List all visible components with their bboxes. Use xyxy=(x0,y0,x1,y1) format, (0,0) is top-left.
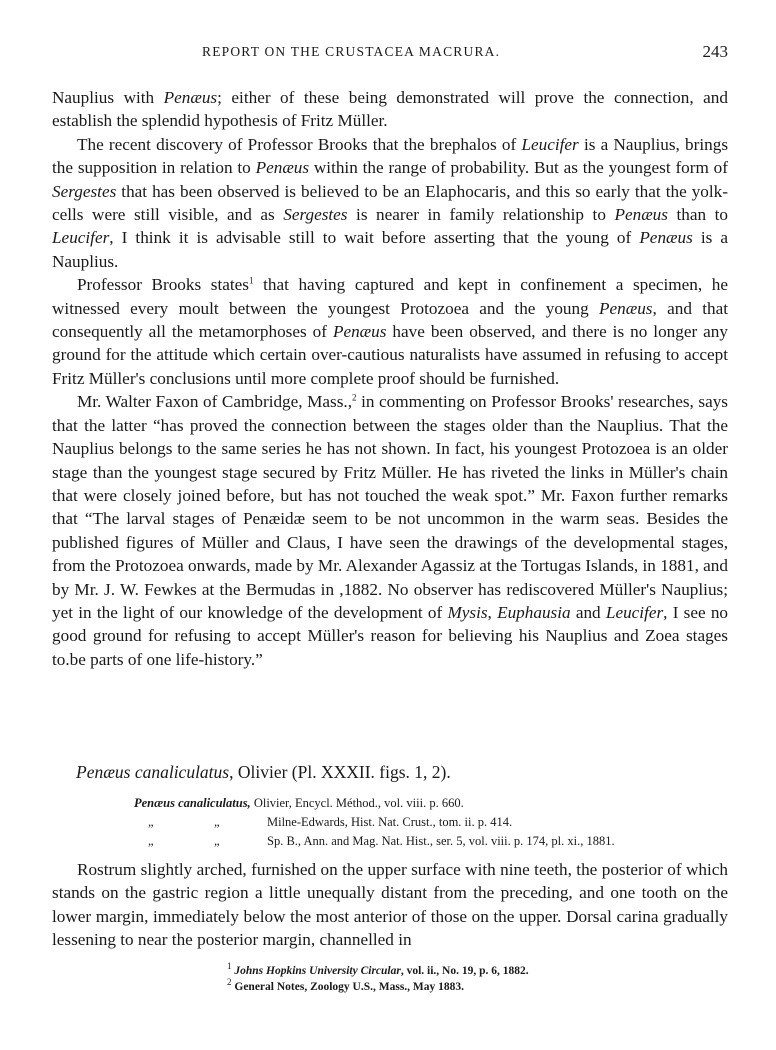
page-number: 243 xyxy=(702,42,728,61)
page-header xyxy=(52,44,728,66)
footnote-ref: 1 xyxy=(248,275,254,286)
paragraph: Professor Brooks states$^1$ that having captured and kept in confinement a specimen, he witnessed every moult between the youngest Protozoea and the young Penæus, and that consequently all the metamorphoses of Penæus have been observed, and there is no longer any ground for the attitude which certain over-cautious naturalists have assumed in refusing to accept Fritz Müller's conclusions until more complete proof should be furnished. xyxy=(52,275,728,388)
description: Rostrum slightly arched, furnished on the upper surface with nine teeth, the posterior of which stands on the gastric region a little unequally distant from the preceding, and one tooth on the lower margin, immediately below the most anterior of those on the upper. Dorsal carina gradually lessening to near the posterior margin, channelled in xyxy=(52,860,728,950)
footnote: $^2$ General Notes, Zoology U.S., Mass., May 1883. xyxy=(227,977,465,993)
species-heading: Penæus canaliculatus, Olivier (Pl. XXXII. figs. 1, 2). xyxy=(76,762,451,782)
paragraph: The recent discovery of Professor Brooks that the brephalos of Leucifer is a Nauplius, brings the supposition in relation to Penæus within the range of probability. But as the youngest form of Sergestes that has been observed is believed to be an Elaphocaris, and this so early that the yolk-cells were still visible, and as Sergestes is nearer in family relationship to Penæus than to Leucifer, I think it is advisable still to wait before asserting that the young of Penæus is a Nauplius. xyxy=(52,134,729,271)
running-title: REPORT ON THE CRUSTACEA MACRURA. xyxy=(202,44,501,59)
footnotes xyxy=(227,963,529,995)
footnote: $^1$ Johns Hopkins University Circular, vol. ii., No. 19, p. 6, 1882. xyxy=(227,961,529,977)
body-text xyxy=(52,86,728,671)
paragraph: Nauplius with Penæus; either of these being demonstrated will prove the connection, and establish the splendid hypothesis of Fritz Müller. xyxy=(52,88,728,131)
paragraph: Mr. Walter Faxon of Cambridge, Mass.,$^2$ in commenting on Professor Brooks' researches, says that the latter “has proved the connection between the stages older than the Nauplius. That the Nauplius belongs to the same series he has not shown. In fact, his youngest Protozoea is an older stage than the youngest stage secured by Fritz Müller. He has riveted the links in Müller's chain that were closely joined before, but has not touched the weak spot.” Mr. Faxon further remarks that “The larval stages of Penæidæ seem to be not uncommon in the warm seas. Besides the published figures of Müller and Claus, I have seen the drawings of the developmental stages, from the Protozoea onwards, made by Mr. Alexander Agassiz at the Tortugas Islands, in 1881, and by Mr. J. W. Fewkes at the Bermudas in ,1882. No observer has rediscovered Müller's Nauplius; yet in the light of our knowledge of the development of Mysis, Euphausia and Leucifer, I see no good ground for refusing to accept Müller's reason for believing his Nauplius and Zoea stages to.be parts of one life-history.” xyxy=(52,392,729,669)
footnote-ref: 2 xyxy=(352,392,357,403)
